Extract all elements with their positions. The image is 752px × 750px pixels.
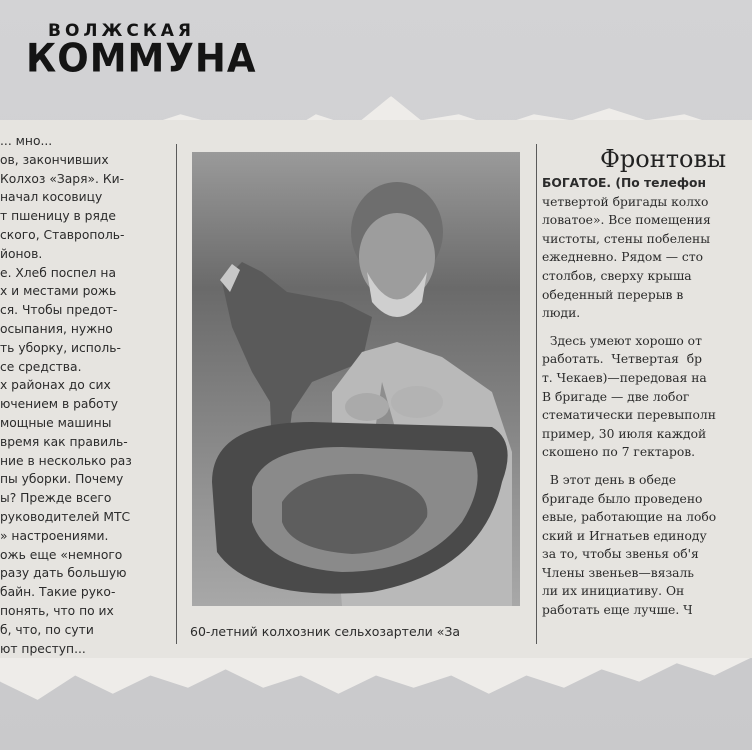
line-text: чистоты, стены побелены <box>542 231 711 246</box>
column-rule-right <box>536 144 537 644</box>
text-line: В бригаде — две лобог <box>542 389 690 404</box>
text-line <box>542 304 752 323</box>
text-line: ского, Ставрополь- <box>0 227 125 242</box>
text-line: ть уборку, исполь- <box>0 340 121 355</box>
text-line: работать. Четвертая бр <box>542 352 703 367</box>
text-line: Здесь умеют хорошо от <box>542 333 702 348</box>
text-line: ся. Чтобы предот- <box>0 303 118 318</box>
text-line: т. Чекаев)—передовая на <box>542 370 707 385</box>
photo-caption: 60-летний колхозник сельхозартели «За <box>190 624 461 639</box>
text-line: работать еще лучше. Ч <box>542 603 693 618</box>
text-line: ожь еще «немного <box>0 547 123 562</box>
text-line: байн. Такие руко- <box>0 585 116 600</box>
logo <box>26 21 257 82</box>
text-line <box>542 248 752 267</box>
right-column-article <box>542 144 752 620</box>
column-rule-left <box>176 144 177 644</box>
line-text: обеденный перерыв в <box>542 287 684 302</box>
dateline: БОГАТОЕ. (По телефон <box>542 176 706 190</box>
text-line: скошено по 7 гектаров. <box>542 445 696 460</box>
line-text: ежедневно. Рядом — сто <box>542 250 704 265</box>
text-line: стематически перевыполн <box>542 408 716 423</box>
newspaper-clipping <box>0 120 752 658</box>
text-line: Члены звеньев—вязаль <box>542 565 695 580</box>
text-line: за то, чтобы звенья об'я <box>542 547 699 562</box>
text-line <box>542 211 752 230</box>
text-line: х районах до сих <box>0 378 111 393</box>
text-line: х и местами рожь <box>0 284 117 299</box>
text-line: б, что, по сути <box>0 622 94 637</box>
text-line: т пшеницу в ряде <box>0 209 116 224</box>
text-line: ский и Игнатьев единоду <box>542 528 707 543</box>
text-line: ли их инициативу. Он <box>542 584 685 599</box>
text-line: мощные машины <box>0 415 112 430</box>
text-line <box>542 174 752 193</box>
text-line: пример, 30 июля каждой <box>542 426 707 441</box>
photo-farmer-with-harness <box>192 152 520 606</box>
text-line: ют преступ... <box>0 641 86 656</box>
text-line: ов, закончивших <box>0 152 109 167</box>
text-line: евые, работающие на лобо <box>542 510 717 525</box>
line-text: ловатое». Все помещения <box>542 213 711 228</box>
logo-line2: КОММУНА <box>26 35 257 82</box>
text-line: руководителей МТС <box>0 509 131 524</box>
text-line <box>542 193 752 212</box>
article-paragraph-1 <box>542 174 752 323</box>
text-line: » настроениями. <box>0 528 109 543</box>
text-line: пы уборки. Почему <box>0 472 124 487</box>
text-line <box>542 267 752 286</box>
left-column-text <box>0 132 154 658</box>
text-line: В этот день в обеде <box>542 472 676 487</box>
text-line <box>542 286 752 305</box>
text-line: время как правиль- <box>0 434 128 449</box>
article-paragraph-2 <box>542 332 752 462</box>
article-heading: Фронтовы <box>600 145 727 173</box>
text-line: осыпания, нужно <box>0 321 113 336</box>
logo-line1: ВОЛЖСКАЯ <box>48 21 195 41</box>
text-line: ... мно... <box>0 134 53 148</box>
line-text: люди. <box>542 306 581 321</box>
line-text: столбов, сверху крыша <box>542 268 692 283</box>
text-line: понять, что по их <box>0 603 114 618</box>
text-line: е. Хлеб поспел на <box>0 265 116 280</box>
photo-image <box>192 152 520 606</box>
text-line: Колхоз «Заря». Ки- <box>0 171 125 186</box>
text-line: ы? Прежде всего <box>0 491 112 506</box>
text-line: се средства. <box>0 359 82 374</box>
article-paragraph-3 <box>542 471 752 620</box>
text-line: разу дать большую <box>0 566 127 581</box>
text-line: начал косовицу <box>0 190 103 205</box>
text-line: ние в несколько раз <box>0 453 132 468</box>
text-line <box>542 230 752 249</box>
text-line: йонов. <box>0 246 43 261</box>
line-text: четвертой бригады колхо <box>542 194 709 209</box>
text-line: ючением в работу <box>0 397 119 412</box>
text-line: бригаде было проведено <box>542 491 703 506</box>
